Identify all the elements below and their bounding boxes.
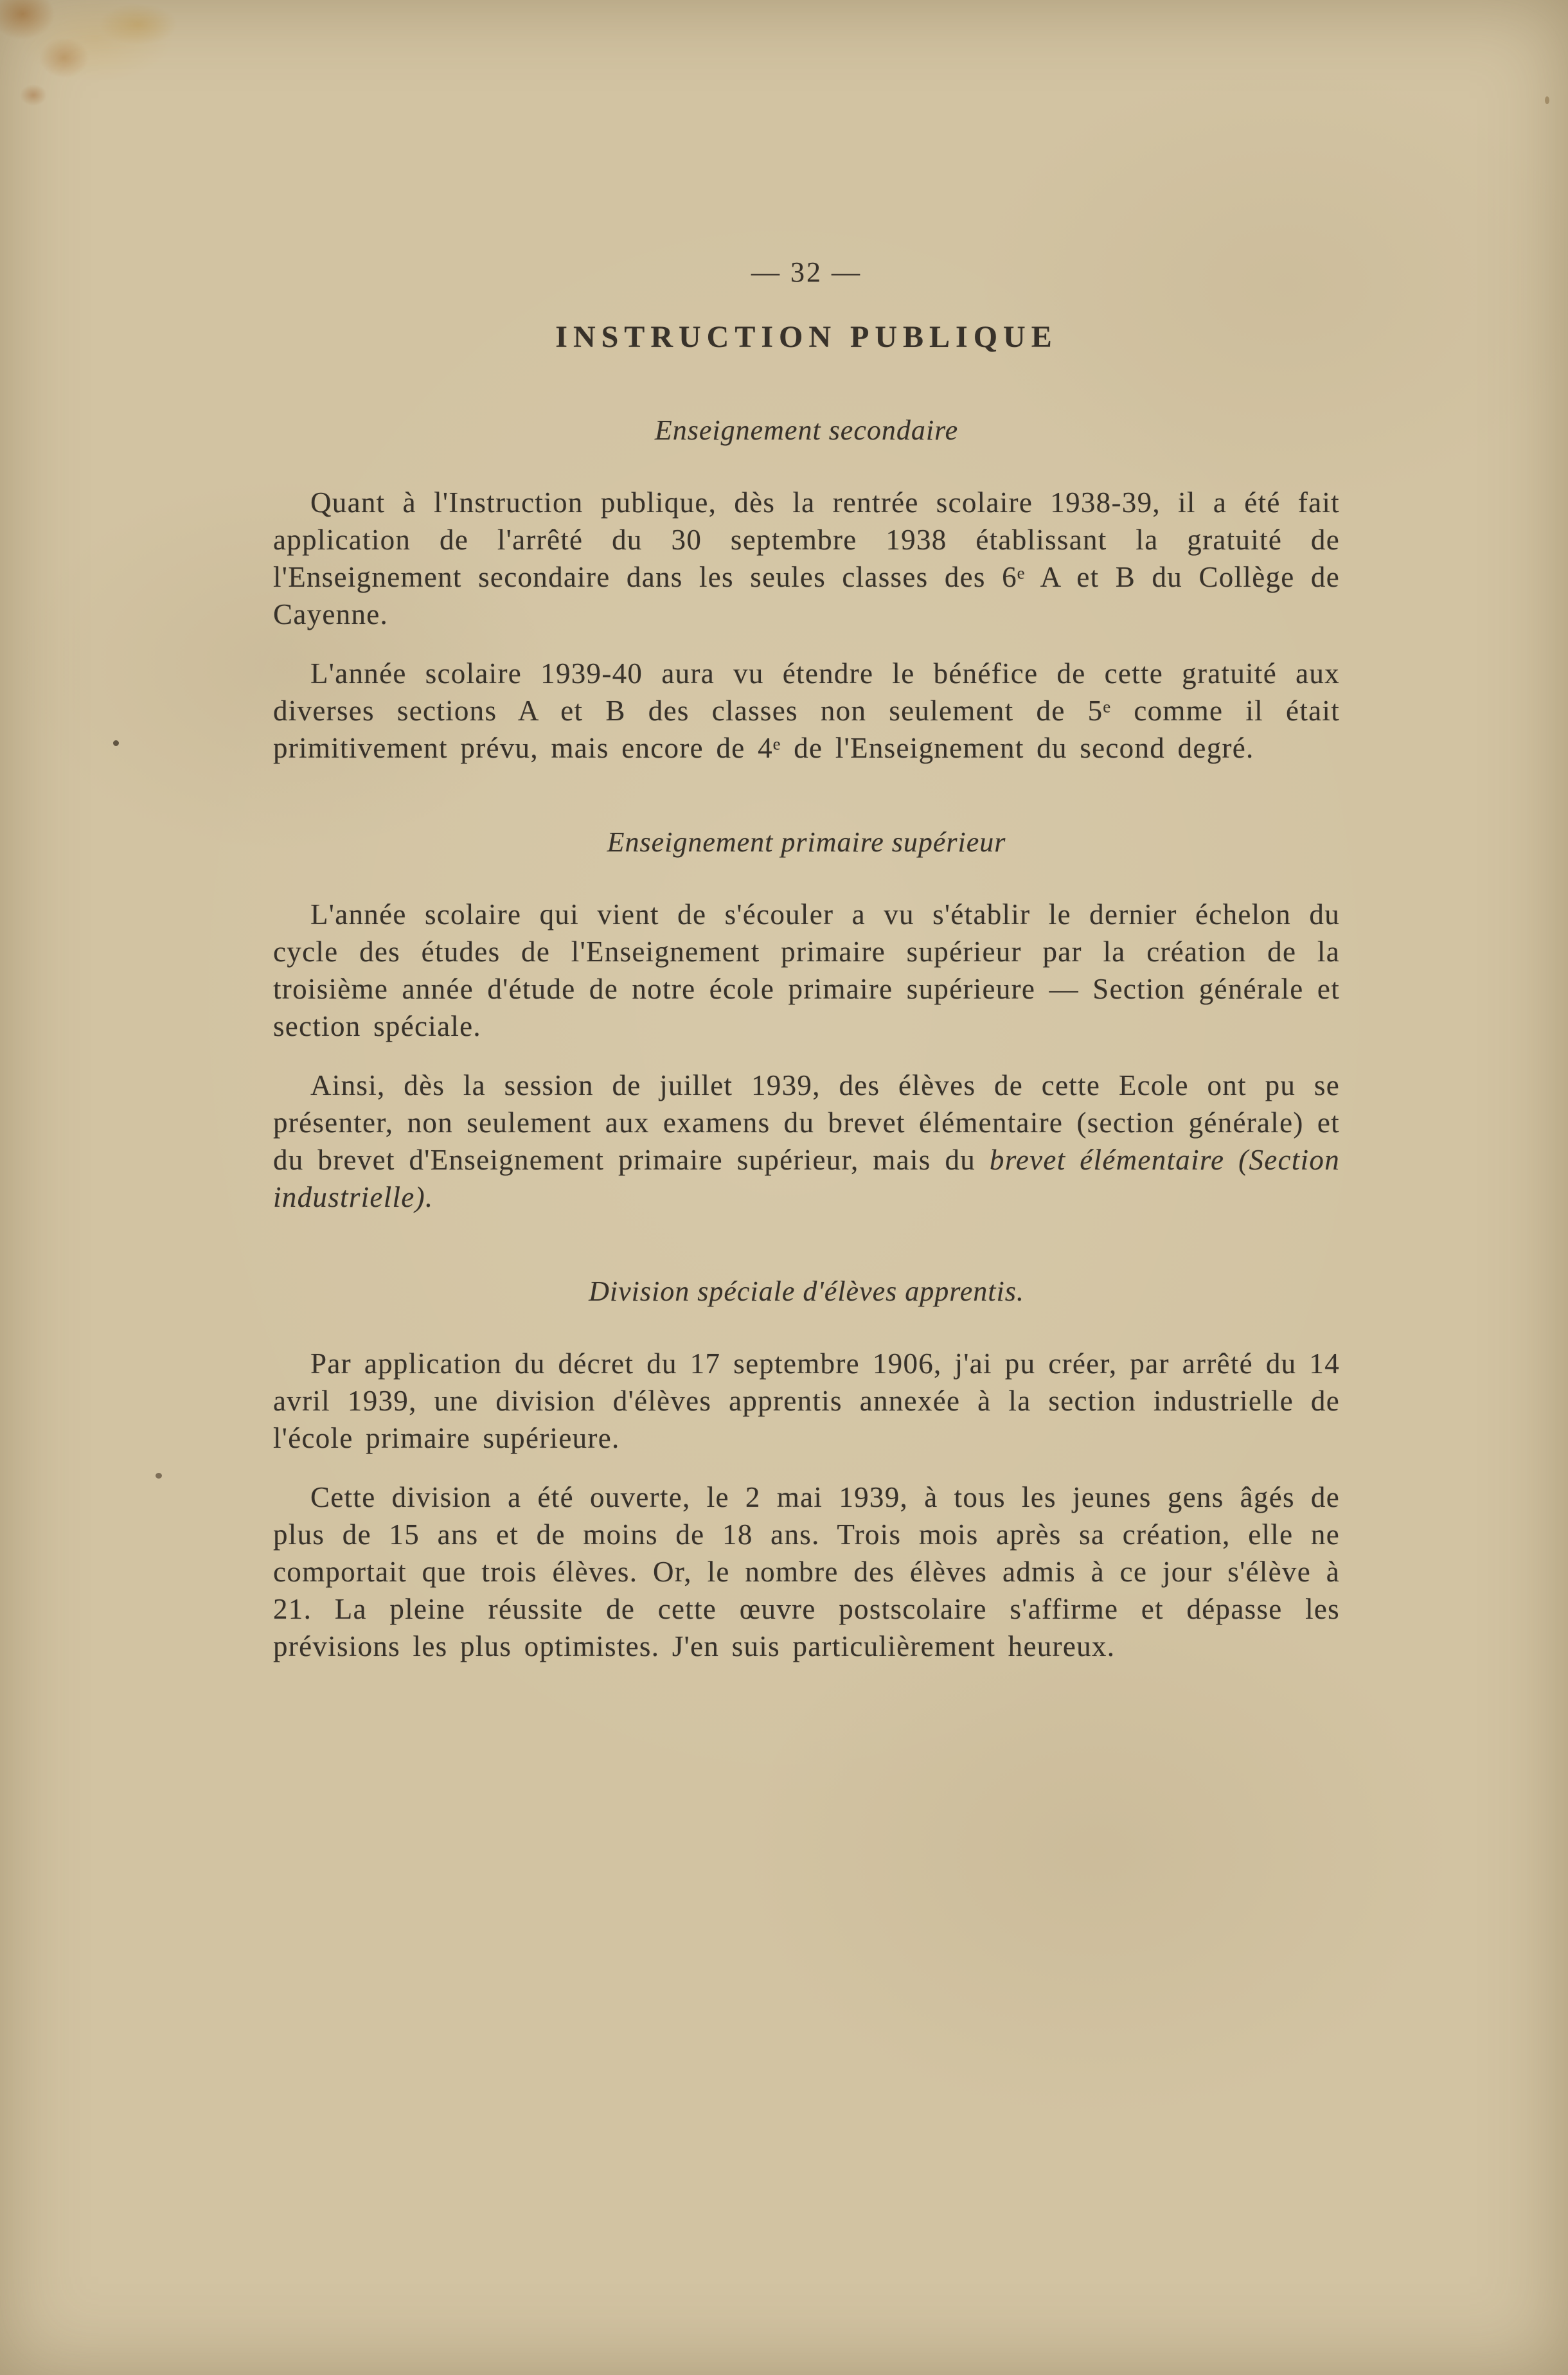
paragraph: Quant à l'Instruction publique, dès la rentrée scolaire 1938-39, il a été fait application de l'arrêté du 30 septembre 1938 établissant la gratuité de l'Enseignement secondaire dans les seules classes des 6ᵉ A et B du Collège de Cayenne.	[273, 486, 1340, 630]
section-enseignement-primaire-superieur	[273, 826, 1340, 1216]
document-title: INSTRUCTION PUBLIQUE	[555, 320, 1058, 354]
section-heading: Enseignement primaire supérieur	[607, 826, 1006, 858]
text-block	[273, 256, 1340, 1687]
section-enseignement-secondaire	[273, 414, 1340, 767]
paragraph-italic-phrase: brevet élémentaire (Section industrielle).	[273, 1144, 1340, 1213]
section-heading: Enseignement secondaire	[654, 414, 959, 446]
paragraph-text: Ainsi, dès la session de juillet 1939, des élèves de cette Ecole ont pu se présenter, non seulement aux examens du brevet élémentaire (section générale) et du brevet d'Enseignement primaire supérieur, mais du	[273, 1069, 1340, 1176]
paragraph: L'année scolaire qui vient de s'écouler a vu s'établir le dernier échelon du cycle des études de l'Enseignement primaire supérieur par la création de la troisième année d'étude de notre école primaire supérieure — Section générale et section spéciale.	[273, 898, 1340, 1042]
paper-speck	[156, 1473, 162, 1479]
section-division-speciale-apprentis	[273, 1275, 1340, 1665]
section-heading: Division spéciale d'élèves apprentis.	[589, 1276, 1024, 1307]
paragraph	[273, 1067, 1340, 1216]
paper-speck	[113, 740, 119, 746]
paragraph: Par application du décret du 17 septembre 1906, j'ai pu créer, par arrêté du 14 avril 1939, une division d'élèves apprentis annexée à la section industrielle de l'école primaire supérieure.	[273, 1348, 1340, 1454]
paper-speck	[1545, 96, 1549, 104]
paragraph: L'année scolaire 1939-40 aura vu étendre le bénéfice de cette gratuité aux diverses sections A et B des classes non seulement de 5ᵉ comme il était primitivement prévu, mais encore de 4ᵉ de l'Enseignement du second degré.	[273, 657, 1340, 764]
paragraph: Cette division a été ouverte, le 2 mai 1939, à tous les jeunes gens âgés de plus de 15 ans et de moins de 18 ans. Trois mois après sa création, elle ne comportait que trois élèves. Or, le nombre des élèves admis à ce jour s'élève à 21. La pleine réussite de cette œuvre postscolaire s'affirme et dépasse les prévisions les plus optimistes. J'en suis particulièrement heureux.	[273, 1481, 1340, 1662]
page-number: — 32 —	[751, 256, 862, 288]
